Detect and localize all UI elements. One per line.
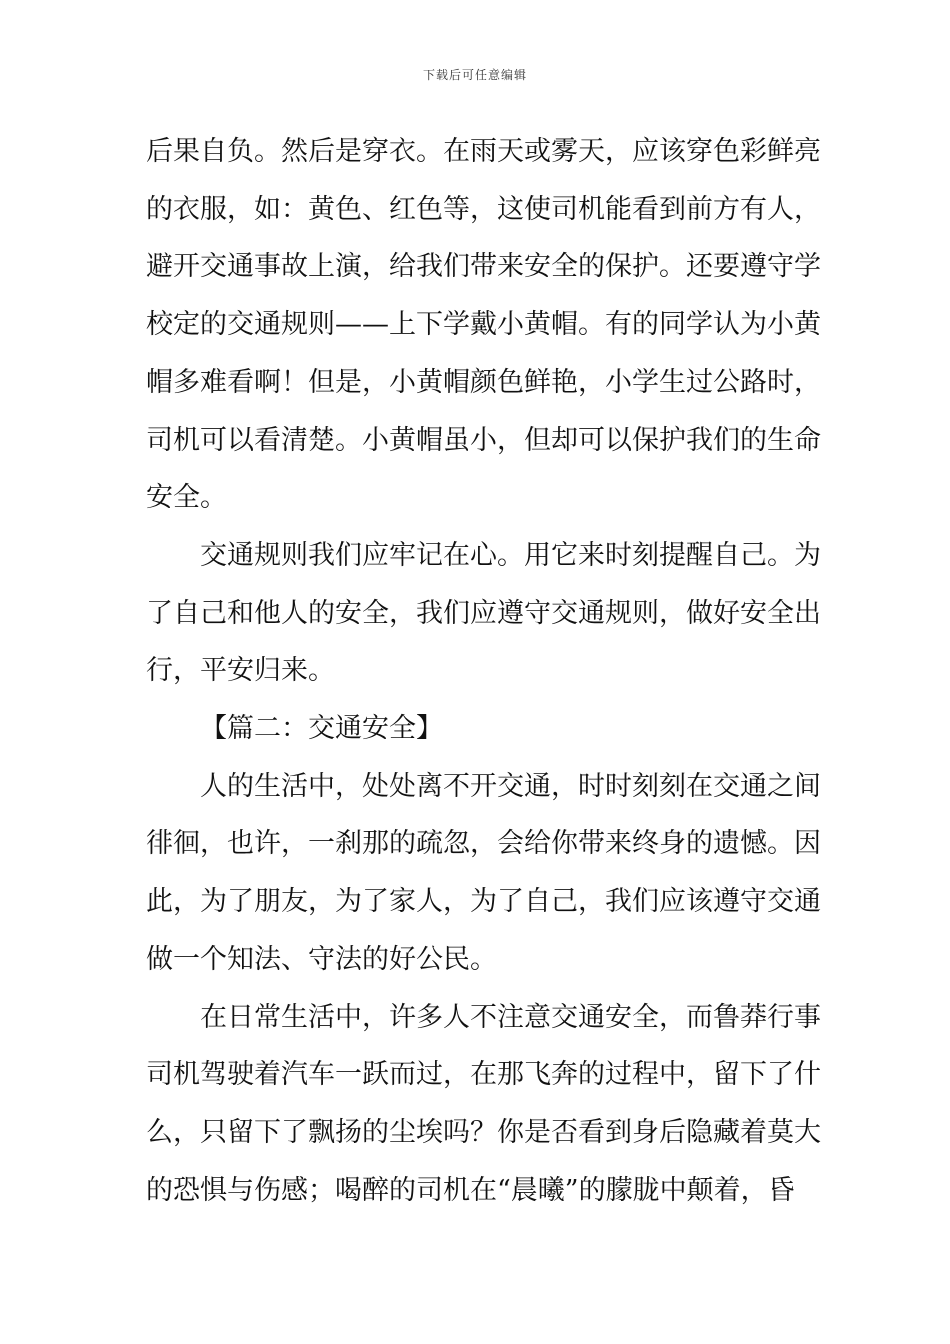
text-line: 此，为了朋友，为了家人，为了自己，我们应该遵守交通 bbox=[146, 886, 821, 918]
text-line: 的衣服，如：黄色、红色等，这使司机能看到前方有人， bbox=[146, 193, 821, 225]
text-line: 的恐惧与伤感；喝醉的司机在“晨曦”的朦胧中颠着，昏 bbox=[146, 1174, 795, 1206]
text-line: 做一个知法、守法的好公民。 bbox=[146, 943, 497, 975]
text-line: 【篇二：交通安全】 bbox=[200, 713, 443, 744]
text-line: 司机驾驶着汽车一跃而过，在那飞奔的过程中，留下了什 bbox=[146, 1059, 821, 1091]
text-line: 校定的交通规则——上下学戴小黄帽。有的同学认为小黄 bbox=[146, 309, 821, 341]
text-line: 么，只留下了飘扬的尘埃吗？你是否看到身后隐藏着莫大 bbox=[146, 1116, 821, 1148]
text-line: 司机可以看清楚。小黄帽虽小，但却可以保护我们的生命 bbox=[146, 424, 821, 456]
text-line: 帽多难看啊！但是，小黄帽颜色鲜艳，小学生过公路时， bbox=[146, 366, 821, 398]
text-line: 行，平安归来。 bbox=[146, 655, 335, 687]
page-header: 下载后可任意编辑 bbox=[422, 68, 527, 82]
text-line: 人的生活中，处处离不开交通，时时刻刻在交通之间 bbox=[200, 770, 821, 802]
text-line: 交通规则我们应牢记在心。用它来时刻提醒自己。为 bbox=[200, 539, 821, 571]
text-line: 安全。 bbox=[146, 482, 227, 514]
text-line: 了自己和他人的安全，我们应遵守交通规则，做好安全出 bbox=[146, 597, 821, 629]
text-line: 避开交通事故上演，给我们带来安全的保护。还要遵守学 bbox=[146, 251, 821, 283]
text-line: 徘徊，也许，一刹那的疏忽，会给你带来终身的遗憾。因 bbox=[146, 828, 821, 860]
text-line: 在日常生活中，许多人不注意交通安全，而鲁莽行事 bbox=[200, 1001, 821, 1033]
text-line: 后果自负。然后是穿衣。在雨天或雾天，应该穿色彩鲜亮 bbox=[146, 136, 821, 167]
